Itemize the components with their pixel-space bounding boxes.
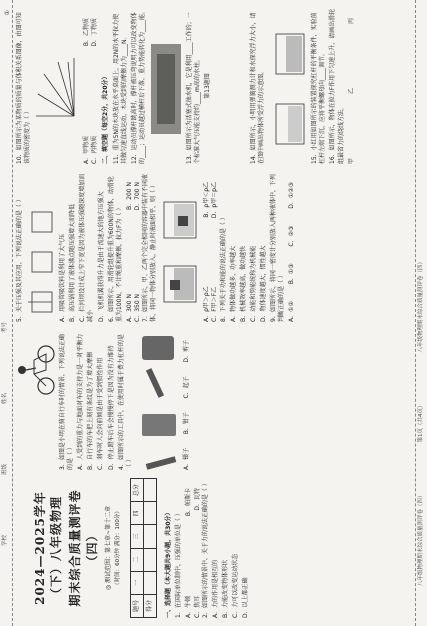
- option: D．停止蹬车后车会慢慢停下是因为没有力维持: [107, 345, 115, 470]
- option: B．钳子: [182, 412, 190, 435]
- column-1: [16, 478, 252, 618]
- score-input-cell[interactable]: [144, 548, 157, 571]
- q7-figure: [160, 182, 200, 322]
- option: B．帕斯卡: [185, 488, 193, 517]
- score-input-cell[interactable]: [144, 502, 157, 525]
- column-3: [16, 172, 296, 322]
- exam-title-line2: 期末综合质量测评卷（四）: [68, 489, 99, 607]
- question-2: 2．如图所示的情景中，关于力的说法正确的是（ ）: [201, 480, 209, 618]
- question-9-options: [288, 172, 296, 322]
- figure-caption: 第13题图: [204, 73, 212, 99]
- score-input-cell[interactable]: [144, 571, 157, 594]
- column-4: [16, 8, 214, 164]
- question-15: 15．小红用如图所示的装置探究杠杆的平衡条件，实验前杠杆左端下沉，应将平衡螺母向____调节。: [311, 12, 327, 164]
- test-scope: ◎ 测试范围：第七章~第十二章: [104, 505, 112, 591]
- option: A．物体做功越多，功率越大: [229, 245, 237, 322]
- option: D．剪子: [182, 340, 190, 363]
- column-5: [250, 8, 356, 164]
- q10-mass-volume-graph: [34, 54, 80, 124]
- option: C．350 N: [133, 293, 141, 322]
- name-field-label: 姓名: [2, 392, 9, 404]
- question-9: 9．如图所示，将同一密度计分别放入两种液体中，下列判断正确的是（ ）: [269, 174, 286, 322]
- question-7-options: [211, 172, 219, 322]
- tools-figure: [136, 330, 180, 470]
- question-4: 4．如图所示的工具中，在使用时属于费力杠杆的是（ ）: [117, 334, 133, 470]
- score-header-cell: 二: [131, 548, 144, 571]
- score-input-cell[interactable]: [144, 479, 157, 502]
- question-1-options: [194, 478, 202, 618]
- option: A．力的作用是相互的: [211, 559, 219, 618]
- q12-photo-figure: [149, 14, 183, 164]
- option: B．高压锅利用了液体沸点随压强增大而降低: [69, 203, 77, 322]
- exam-number-field-label: 考号: [2, 321, 9, 333]
- time-and-score: （时间：60分钟 满分：100分）: [114, 508, 121, 588]
- option: D．p甲＝p乙: [211, 182, 219, 219]
- option: B．机械效率越高，做功越快: [239, 245, 247, 322]
- option: C．F甲＞F乙: [211, 286, 219, 322]
- option: D．飞机机翼获得升力是由于流速大的地方压强大: [97, 191, 105, 322]
- option: B．乙物质: [83, 18, 91, 47]
- question-1: 1．在国际单位制中，压强的单位是（ ）: [175, 510, 183, 618]
- footer-text: 第1页（共4页）: [417, 402, 424, 443]
- question-6-options: [134, 172, 142, 322]
- option: C．②③: [288, 225, 296, 247]
- q16-labels: [348, 8, 356, 164]
- score-input-cell[interactable]: [144, 525, 157, 548]
- exam-title-line1: 2024—2025学年（下）八年级物理: [33, 491, 64, 605]
- option: C．动能和势能统称为机械能: [249, 245, 257, 322]
- section-heading: 一、选择题（本大题共9小题，共30分）: [165, 509, 173, 618]
- option: B．ρ甲＜ρ乙: [203, 182, 211, 218]
- school-field-label: 学校: [2, 534, 9, 546]
- figure-label: 乙: [347, 88, 355, 95]
- question-16: 16．如图所示，物体在拉力F作用下匀速上升，请画出滑轮组最省力的绕线方法。: [329, 8, 345, 164]
- q14-figure: [268, 14, 308, 164]
- score-header-cell: 总分: [131, 479, 144, 502]
- question-6: 6．如图所示，用滑轮组提升重为600N的物体，动滑轮重为100N，不计绳重和摩擦，拉力F为（ ）: [107, 176, 123, 322]
- option: A．①②: [288, 301, 296, 322]
- option: C．力可以改变运动状态: [231, 553, 239, 618]
- question-11: 11．重为5N的木块放在水平桌面上，用2N的水平拉力使其做匀速直线运动，木块受到的摩擦力为____N。: [112, 13, 128, 164]
- question-13: 13．如图所示为活塞式抽水机，它是利用____工作的；一个标准大气压能支持约____m高的水柱。: [186, 12, 202, 164]
- option: D．①②③: [288, 182, 296, 209]
- option: C．起子: [182, 376, 190, 399]
- score-row-label: 得分: [144, 594, 157, 617]
- question-4-options: [183, 330, 191, 470]
- option: A．甲物质: [83, 135, 91, 164]
- score-header-cell: 三: [131, 525, 144, 548]
- question-10-options: [91, 8, 99, 164]
- score-header-cell: 一: [131, 571, 144, 594]
- option: B．200 N: [125, 182, 133, 210]
- option: C．焦耳: [193, 595, 201, 618]
- question-6-options: [126, 172, 134, 322]
- figure-label: 甲: [347, 157, 355, 164]
- class-field-label: 班级: [2, 463, 9, 475]
- footer-text: 八年级物理期末综合质量测评卷（四）: [417, 258, 424, 353]
- option: D．丁物质: [91, 18, 99, 47]
- figure-label: 丙: [347, 18, 355, 25]
- section-heading: 二、填空题（每空2分，共20分）: [102, 73, 110, 164]
- question-1-options: [185, 478, 193, 618]
- footer-text: 八年级物理期末综合质量测评卷（四）: [417, 492, 424, 586]
- binding-strip-bottom: [415, 0, 427, 626]
- question-5: 5．关于压强及其应用，下列说法正确的是（ ）: [16, 196, 23, 322]
- option: A．300 N: [125, 294, 133, 322]
- option: B．力能改变物体形状: [221, 559, 229, 618]
- question-7: 7．如图所示，甲、乙两个完全相同的容器中装有不同液体，将同一物体分别放入，静止时液面相平，则（ ）: [142, 174, 158, 322]
- binding-strip-top: [0, 0, 13, 626]
- option: D．以上都正确: [242, 577, 250, 618]
- option: A．用吸管吸饮料是利用了大气压: [59, 233, 67, 322]
- option: A．牛顿: [185, 595, 193, 618]
- option: A．ρ甲＞ρ乙: [203, 286, 211, 322]
- question-8: 8．下列关于功和能的说法正确的是（ ）: [219, 214, 227, 322]
- option: C．丙物质: [91, 135, 99, 164]
- option: D．700 N: [133, 182, 141, 211]
- option: C．刹车时人会向前倾是由于受到惯性作用: [97, 357, 105, 470]
- column-2: [16, 330, 191, 470]
- option: B．①③: [288, 263, 296, 285]
- question-14: 14．如图所示，小明用弹簧测力计和水探究浮力大小，请在图中画出物体所受浮力的示意图。: [250, 12, 266, 164]
- option: D．物体速度越大，惯性越大: [259, 245, 267, 322]
- question-12: 12．运动员撑杆跳高时，撑杆被压弯说明力可以改变物体的____；运动员越过横杆后下落，重力势能转化为____能。: [130, 7, 146, 164]
- option: C．拦河坝设计成上窄下宽是因为液体压强随深度增加而减小: [79, 173, 95, 322]
- option: B．自行车的车把上刻有条纹是为了增大摩擦: [87, 351, 95, 470]
- option: A．人受到的重力与地面对车的支持力是一对平衡力: [77, 333, 85, 470]
- q5-figure: [26, 202, 56, 322]
- option: D．瓦特: [193, 488, 201, 511]
- score-table: [130, 478, 157, 618]
- page-number: ①: [4, 10, 11, 16]
- title-block: [32, 478, 122, 618]
- question-3: 3．如图是小明在骑自行车时的情景，下列说法正确的是（ ）: [59, 334, 75, 470]
- score-header-cell: 题号: [131, 594, 144, 617]
- bicycle-figure: [16, 340, 56, 400]
- option: A．镊子: [182, 447, 190, 470]
- question-10: 10．如图所示为某物质的质量与体积关系图像，由图可知该物质的密度为（ ）: [16, 12, 32, 164]
- score-header-cell: 四: [131, 502, 144, 525]
